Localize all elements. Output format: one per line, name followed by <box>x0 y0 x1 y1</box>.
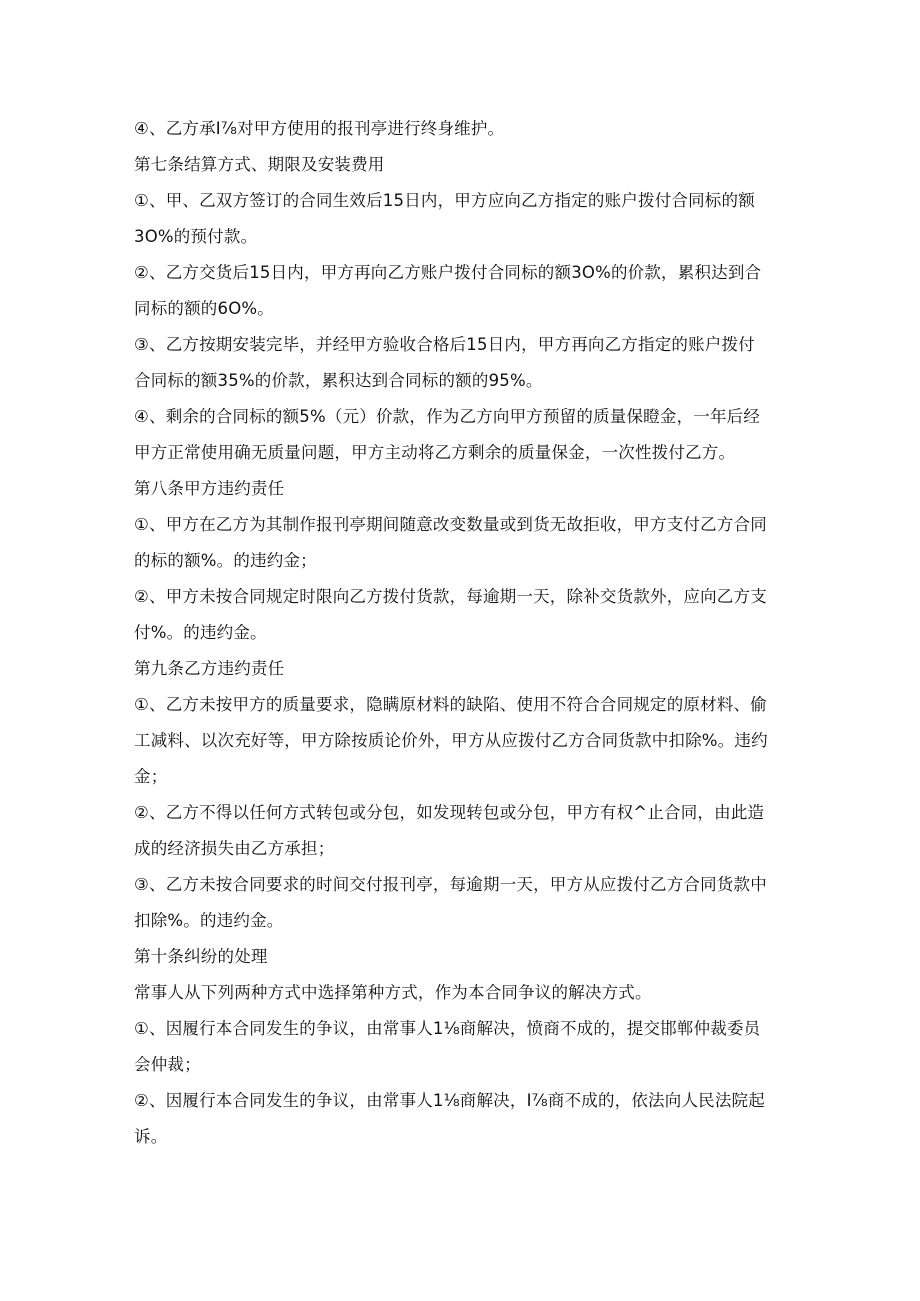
clause-9-item-1-line-1: ①、乙方未按甲方的质量要求，隐瞒原材料的缺陷、使用不符合合同规定的原材料、偷 <box>134 695 767 714</box>
clause-9-item-2-line-1: ②、乙方不得以任何方式转包或分包，如发现转包或分包，甲方有权^止合同，由此造 <box>134 803 765 822</box>
clause-7-item-1-line-1: ①、甲、乙双方签订的合同生效后15日内，甲方应向乙方指定的账户拨付合同标的额 <box>134 191 755 210</box>
clause-7-item-2-line-1: ②、乙方交货后15日内，甲方再向乙方账户拨付合同标的额3O%的价款，累积达到合 <box>134 263 762 282</box>
clause-7-item-2-line-2: 同标的额的6O%。 <box>134 299 274 318</box>
clause-10-item-1-line-1: ①、因履行本合同发生的争议，由常事人1⅛商解决，愤商不成的，提交邯郸仲裁委员 <box>134 1019 761 1038</box>
clause-8-item-1-line-2: 的标的额%。的违约金； <box>134 551 317 570</box>
clause-10-item-1-line-2: 会仲裁； <box>134 1055 201 1074</box>
clause-7-item-1-line-2: 3O%的预付款。 <box>134 227 258 246</box>
clause-7-item-4-line-1: ④、剩余的合同标的额5%（元）价款，作为乙方向甲方预留的质量保瞪金，一年后经 <box>134 407 761 426</box>
clause-9-item-1-line-3: 金； <box>134 767 168 786</box>
clause-6-item-4: ④、乙方承I⅞对甲方使用的报刊亭进行终身维护。 <box>134 119 505 138</box>
article-7-heading: 第七条结算方式、期限及安装费用 <box>134 155 385 174</box>
clause-7-item-3-line-1: ③、乙方按期安装完毕，并经甲方验收合格后15日内，甲方再向乙方指定的账户拨付 <box>134 335 755 354</box>
article-8-heading: 第八条甲方违约责任 <box>134 479 285 498</box>
clause-7-item-4-line-2: 甲方正常使用确无质量问题，甲方主动将乙方剩余的质量保金，一次性拨付乙方。 <box>134 443 736 462</box>
clause-9-item-2-line-2: 成的经济损失由乙方承担； <box>134 839 335 858</box>
article-9-heading: 第九条乙方违约责任 <box>134 659 285 678</box>
clause-10-item-2-line-1: ②、因履行本合同发生的争议，由常事人1⅛商解决，I⅞商不成的，依法向人民法院起 <box>134 1091 765 1110</box>
clause-7-item-3-line-2: 合同标的额35%的价款，累积达到合同标的额的95%。 <box>134 371 543 390</box>
article-10-heading: 第十条纠纷的处理 <box>134 947 268 966</box>
article-10-intro: 常事人从下列两种方式中选择第种方式，作为本合同争议的解决方式。 <box>134 983 652 1002</box>
clause-9-item-3-line-1: ③、乙方未按合同要求的时间交付报刊亭，每逾期一天，甲方从应拨付乙方合同货款中 <box>134 875 767 894</box>
clause-9-item-3-line-2: 扣除%。的违约金。 <box>134 911 284 930</box>
clause-8-item-1-line-1: ①、甲方在乙方为其制作报刊亭期间随意改变数量或到货无故拒收，甲方支付乙方合同 <box>134 515 767 534</box>
clause-9-item-1-line-2: 工减料、以次充好等，甲方除按质论价外，甲方从应拨付乙方合同货款中扣除%。违约 <box>134 731 768 750</box>
clause-8-item-2-line-2: 付%。的违约金。 <box>134 623 267 642</box>
clause-10-item-2-line-2: 诉。 <box>134 1127 168 1146</box>
clause-8-item-2-line-1: ②、甲方未按合同规定时限向乙方拨付货款，每逾期一天，除补交货款外，应向乙方支 <box>134 587 767 606</box>
